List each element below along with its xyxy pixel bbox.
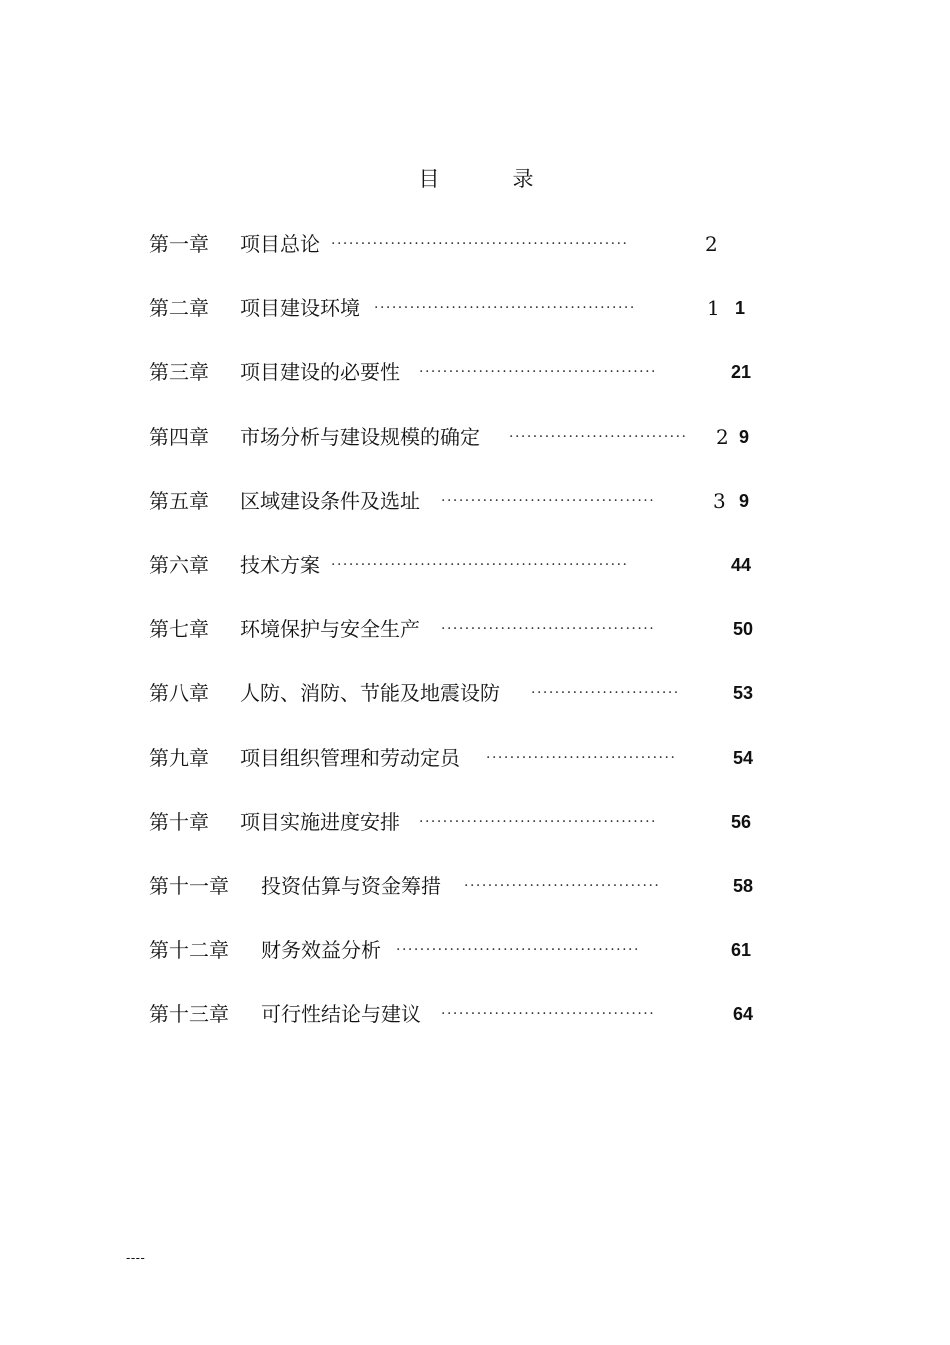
toc-chapter-number: 第五章 [149,488,209,513]
toc-page-number-part: 3 [713,488,726,513]
toc-page-number: 9 [739,426,750,447]
toc-chapter-number: 第十章 [149,809,209,834]
toc-chapter-number: 第九章 [149,745,209,770]
toc-entry[interactable] [149,224,769,288]
toc-entry[interactable] [149,545,769,609]
toc-chapter-number: 第八章 [149,681,209,706]
toc-page-number: 50 [733,619,754,640]
page-title: 目 录 [418,167,560,191]
toc-page-number-part: 2 [716,424,729,449]
toc-page-number: 44 [731,554,752,575]
toc-dot-leader: ···································· [441,492,656,509]
toc-page-number: 1 [735,298,746,319]
toc-chapter-number: 第十一章 [149,873,229,898]
toc-chapter-title: 技术方案 [240,552,320,577]
toc-entry[interactable] [149,352,769,416]
toc-page-number-part: 2 [705,232,718,256]
toc-chapter-title: 环境保护与安全生产 [240,617,420,642]
toc-entry[interactable] [149,930,769,994]
toc-chapter-number: 第一章 [149,232,209,256]
toc-chapter-number: 第三章 [149,360,209,385]
toc-dot-leader: ···································· [441,1006,656,1023]
toc-dot-leader: ·················································· [331,236,629,252]
toc-dot-leader: ························· [531,685,680,702]
toc-chapter-title: 项目建设的必要性 [240,360,400,385]
toc-chapter-title: 财务效益分析 [261,938,381,963]
toc-page-number: 53 [733,683,754,704]
toc-page-number: 54 [733,747,754,768]
toc-chapter-number: 第十二章 [149,938,229,963]
toc-chapter-title: 投资估算与资金筹措 [261,873,441,898]
toc-entry[interactable] [149,417,769,481]
toc-chapter-title: 项目建设环境 [240,296,360,321]
toc-entry[interactable] [149,481,769,545]
toc-chapter-title: 人防、消防、节能及地震设防 [240,681,500,706]
toc-chapter-number: 第二章 [149,296,209,321]
toc-dot-leader: ···································· [441,621,656,638]
toc-chapter-title: 可行性结论与建议 [261,1002,421,1027]
toc-dot-leader: ······························ [509,428,688,445]
toc-entry[interactable] [149,994,769,1058]
toc-entry[interactable] [149,802,769,866]
toc-page-number: 58 [733,875,754,896]
toc-dot-leader: ········································· [396,942,640,959]
toc-chapter-number: 第六章 [149,552,209,577]
toc-dot-leader: ········································ [419,813,658,830]
toc-page-number: 61 [731,940,752,961]
toc-page-number: 21 [731,362,752,383]
toc-chapter-title: 项目组织管理和劳动定员 [240,745,460,770]
toc-chapter-title: 项目总论 [240,232,320,256]
toc-dot-leader: ································· [464,877,661,894]
toc-dot-leader: ·················································· [331,556,629,573]
toc-page-number: 56 [731,811,752,832]
toc-entry[interactable] [149,288,769,352]
toc-page-number: 64 [733,1004,754,1025]
toc-entry[interactable] [149,609,769,673]
toc-entry[interactable] [149,738,769,802]
toc-chapter-title: 项目实施进度安排 [240,809,400,834]
toc-dot-leader: ································ [486,749,677,766]
toc-chapter-number: 第十三章 [149,1002,229,1027]
table-of-contents [149,224,769,1058]
toc-page-number: 9 [739,490,750,511]
toc-chapter-number: 第七章 [149,617,209,642]
toc-entry[interactable] [149,673,769,737]
toc-page-number-part: 1 [707,296,720,321]
toc-dot-leader: ········································ [419,364,658,381]
toc-chapter-number: 第四章 [149,424,209,449]
footer-mark: ---- [126,1250,146,1265]
toc-chapter-title: 区域建设条件及选址 [240,488,420,513]
toc-dot-leader: ············································ [374,300,636,317]
toc-chapter-title: 市场分析与建设规模的确定 [240,424,480,449]
toc-entry[interactable] [149,866,769,930]
